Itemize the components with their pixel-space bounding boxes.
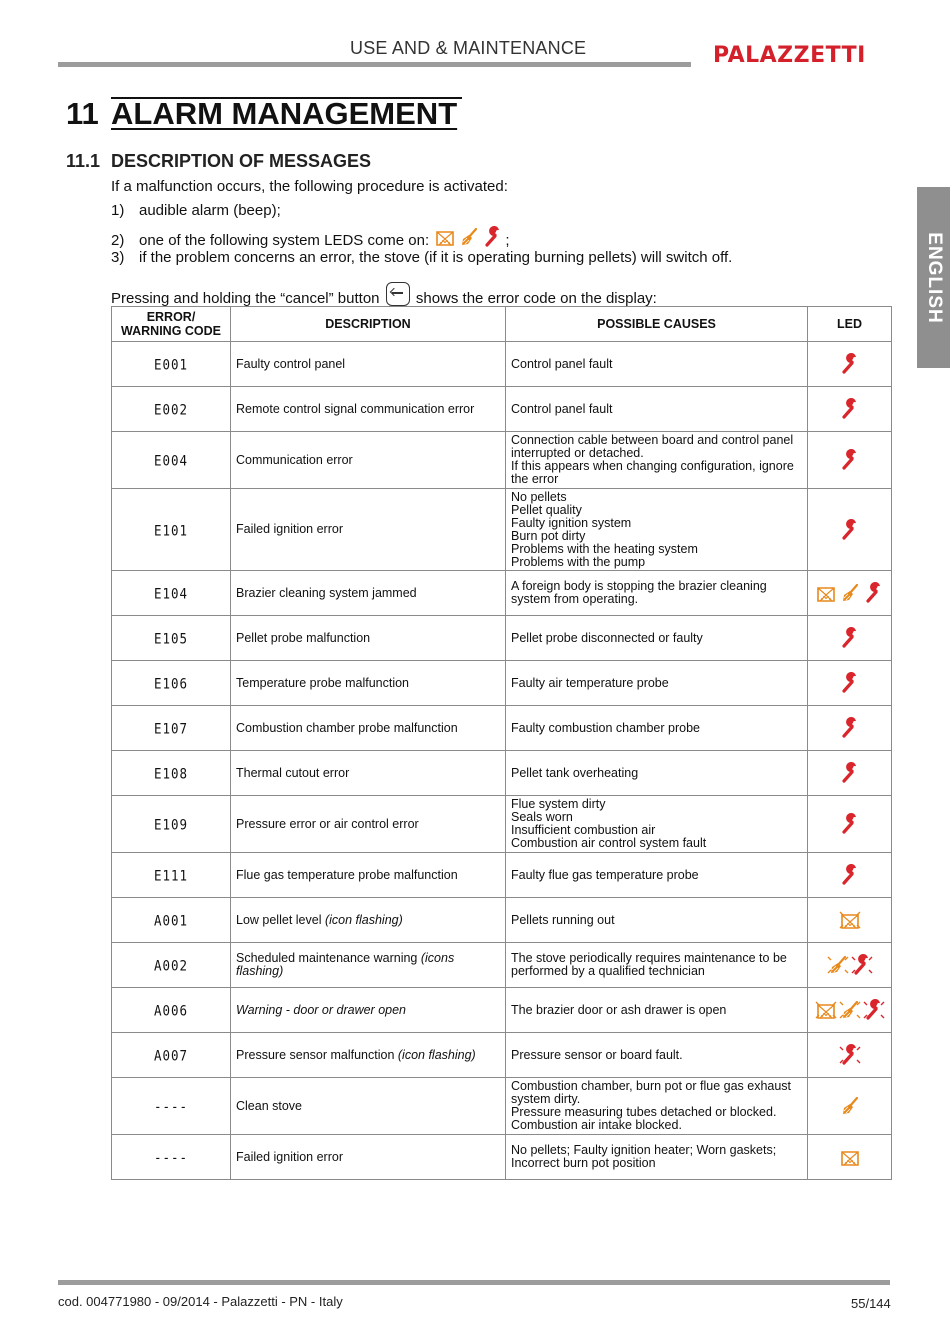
possible-causes: Control panel fault	[506, 342, 808, 387]
possible-causes: Pellets running out	[506, 898, 808, 943]
step-number: 3)	[111, 249, 125, 266]
pellet-icon	[814, 998, 838, 1022]
header-title: USE AND & MAINTENANCE	[350, 38, 587, 58]
wrench-icon	[838, 716, 862, 740]
table-row	[112, 432, 892, 489]
wrench-icon	[838, 352, 862, 376]
description-text: Clean stove	[236, 1098, 303, 1113]
chapter-number: 11	[66, 96, 99, 131]
possible-causes: Pellet probe disconnected or faulty	[506, 616, 808, 661]
step-number: 2)	[111, 232, 125, 249]
wrench-icon	[838, 671, 862, 695]
led-indicator	[808, 943, 892, 988]
error-code: A002	[112, 940, 231, 990]
led-indicator	[808, 1078, 892, 1135]
table-header-row	[112, 307, 892, 342]
error-code: E104	[112, 568, 231, 618]
description-text: Low pellet level	[236, 912, 322, 927]
description-text: Thermal cutout error	[236, 765, 350, 780]
description-cell	[231, 1135, 506, 1180]
wrench-icon	[838, 863, 862, 887]
error-code: E001	[112, 339, 231, 389]
description-text: Pressure error or air control error	[236, 816, 419, 831]
table-row	[112, 661, 892, 706]
wrench-icon	[838, 518, 862, 542]
footer-rule	[58, 1280, 890, 1285]
header-description: DESCRIPTION	[231, 307, 506, 342]
wrench-icon	[838, 448, 862, 472]
section-title: DESCRIPTION OF MESSAGES	[111, 151, 372, 171]
led-indicator	[808, 661, 892, 706]
description-note: (icon flashing)	[397, 1047, 476, 1062]
possible-causes: No pellets; Faulty ignition heater; Worn gaskets; Incorrect burn pot position	[506, 1135, 808, 1180]
step-text: audible alarm (beep);	[139, 202, 281, 219]
table-row	[112, 342, 892, 387]
description-cell	[231, 853, 506, 898]
description-text: Communication error	[236, 452, 353, 467]
table-row	[112, 387, 892, 432]
description-cell	[231, 387, 506, 432]
table-row	[112, 571, 892, 616]
description-text: Combustion chamber probe malfunction	[236, 720, 458, 735]
table-row	[112, 1135, 892, 1180]
led-indicator	[808, 706, 892, 751]
error-code: E111	[112, 850, 231, 900]
description-cell	[231, 489, 506, 571]
error-code: E004	[112, 429, 231, 492]
wrench-icon	[838, 812, 862, 836]
possible-causes: Control panel fault	[506, 387, 808, 432]
error-code: E101	[112, 484, 231, 574]
led-indicator	[808, 1033, 892, 1078]
description-cell	[231, 1033, 506, 1078]
brush-icon	[838, 998, 862, 1022]
led-indicator	[808, 796, 892, 853]
possible-causes: A foreign body is stopping the brazier cleaning system from operating.	[506, 571, 808, 616]
description-cell	[231, 988, 506, 1033]
possible-causes: Flue system dirty Seals worn Insufficient combustion air Combustion air control system fault	[506, 796, 808, 853]
table-row	[112, 1078, 892, 1135]
brush-icon	[838, 1094, 862, 1118]
cancel-note	[111, 282, 657, 307]
brush-icon	[838, 581, 862, 605]
description-text: Faulty control panel	[236, 356, 346, 371]
description-text: Temperature probe malfunction	[236, 675, 410, 690]
alarm-table	[111, 306, 892, 1180]
led-indicator	[808, 988, 892, 1033]
wrench-icon	[481, 225, 505, 249]
possible-causes: Pressure sensor or board fault.	[506, 1033, 808, 1078]
led-indicator	[808, 432, 892, 489]
table-row	[112, 751, 892, 796]
possible-causes: The brazier door or ash drawer is open	[506, 988, 808, 1033]
led-indicator	[808, 853, 892, 898]
possible-causes: Faulty air temperature probe	[506, 661, 808, 706]
description-cell	[231, 571, 506, 616]
wrench-icon	[862, 998, 886, 1022]
header-rule	[58, 62, 691, 67]
pellet-icon	[433, 225, 457, 249]
table-row	[112, 706, 892, 751]
led-indicator	[808, 387, 892, 432]
step-number: 1)	[111, 202, 125, 219]
language-tab-label: ENGLISH	[923, 231, 945, 324]
language-tab[interactable]	[917, 187, 950, 368]
error-code: E106	[112, 658, 231, 708]
led-indicator	[808, 571, 892, 616]
pellet-icon	[814, 581, 838, 605]
step-text: one of the following system LEDS come on:	[139, 232, 430, 249]
pellet-icon	[838, 908, 862, 932]
error-code: E109	[112, 793, 231, 856]
chapter-title: ALARM MANAGEMENT	[111, 96, 458, 131]
description-cell	[231, 1078, 506, 1135]
description-cell	[231, 616, 506, 661]
table-row	[112, 616, 892, 661]
note-after: shows the error code on the display:	[415, 290, 657, 307]
possible-causes: Faulty combustion chamber probe	[506, 706, 808, 751]
table-row	[112, 853, 892, 898]
section-number: 11.1	[66, 151, 101, 171]
wrench-icon	[838, 761, 862, 785]
description-text: Scheduled maintenance warning	[236, 951, 418, 965]
wrench-icon	[838, 1043, 862, 1067]
brand-logo: PALAZZETTI	[713, 43, 866, 68]
cancel-button-icon	[386, 282, 410, 306]
led-indicator	[808, 898, 892, 943]
description-text: Remote control signal communication error	[236, 401, 475, 416]
possible-causes: Connection cable between board and control panel interrupted or detached. If this appears when changing configuration, ignore the error	[506, 432, 808, 489]
step-3	[111, 249, 732, 266]
possible-causes: No pellets Pellet quality Faulty ignition system Burn pot dirty Problems with the heating system Problems with the pump	[506, 489, 808, 571]
error-code: E002	[112, 384, 231, 434]
brush-icon	[826, 953, 850, 977]
step-text: if the problem concerns an error, the stove (if it is operating burning pellets) will switch off.	[139, 249, 733, 266]
possible-causes: The stove periodically requires maintenance to be performed by a qualified technician	[506, 943, 808, 988]
description-text: Failed ignition error	[236, 1149, 343, 1164]
wrench-icon	[838, 626, 862, 650]
led-indicator	[808, 342, 892, 387]
page-number: 55/144	[851, 1296, 891, 1311]
description-text: Pellet probe malfunction	[236, 630, 371, 645]
wrench-icon	[862, 581, 886, 605]
description-note: (icons flashing)	[236, 951, 455, 978]
description-note: (icon flashing)	[324, 912, 403, 927]
description-cell	[231, 898, 506, 943]
led-indicator	[808, 489, 892, 571]
table-row	[112, 489, 892, 571]
description-cell	[231, 943, 506, 988]
table-row	[112, 988, 892, 1033]
error-code: ----	[112, 1132, 231, 1182]
led-indicator	[808, 1135, 892, 1180]
description-cell	[231, 432, 506, 489]
table-row	[112, 898, 892, 943]
table-row	[112, 943, 892, 988]
description-cell	[231, 706, 506, 751]
header-led: LED	[808, 307, 892, 342]
description-text: Pressure sensor malfunction	[236, 1047, 395, 1062]
possible-causes: Combustion chamber, burn pot or flue gas exhaust system dirty. Pressure measuring tubes detached or blocked. Combustion air intake blocked.	[506, 1078, 808, 1135]
possible-causes: Faulty flue gas temperature probe	[506, 853, 808, 898]
header-causes: POSSIBLE CAUSES	[506, 307, 808, 342]
brush-icon	[457, 225, 481, 249]
error-code: E108	[112, 748, 231, 798]
pellet-icon	[838, 1145, 862, 1169]
description-cell	[231, 661, 506, 706]
table-row	[112, 1033, 892, 1078]
description-text: Flue gas temperature probe malfunction	[236, 867, 458, 882]
table-row	[112, 796, 892, 853]
step-1	[111, 202, 281, 219]
description-cell	[231, 751, 506, 796]
description-cell	[231, 342, 506, 387]
led-indicator	[808, 751, 892, 796]
possible-causes: Pellet tank overheating	[506, 751, 808, 796]
footer-code: cod. 004771980 - 09/2014 - Palazzetti - PN - Italy	[58, 1294, 343, 1309]
step-suffix: ;	[505, 232, 510, 249]
wrench-icon	[838, 397, 862, 421]
intro-text: If a malfunction occurs, the following procedure is activated:	[111, 178, 508, 195]
header-code: ERROR/ WARNING CODE	[112, 307, 231, 342]
error-code: A007	[112, 1030, 231, 1080]
wrench-icon	[850, 953, 874, 977]
error-code: A006	[112, 985, 231, 1035]
error-code: E105	[112, 613, 231, 663]
error-code: A001	[112, 895, 231, 945]
description-cell	[231, 796, 506, 853]
error-code: ----	[112, 1075, 231, 1138]
description-note: Warning - door or drawer open	[236, 1002, 406, 1017]
description-text: Failed ignition error	[236, 522, 343, 536]
led-indicator	[808, 616, 892, 661]
error-code: E107	[112, 703, 231, 753]
note-before: Pressing and holding the “cancel” button	[111, 290, 380, 307]
description-text: Brazier cleaning system jammed	[236, 585, 417, 600]
